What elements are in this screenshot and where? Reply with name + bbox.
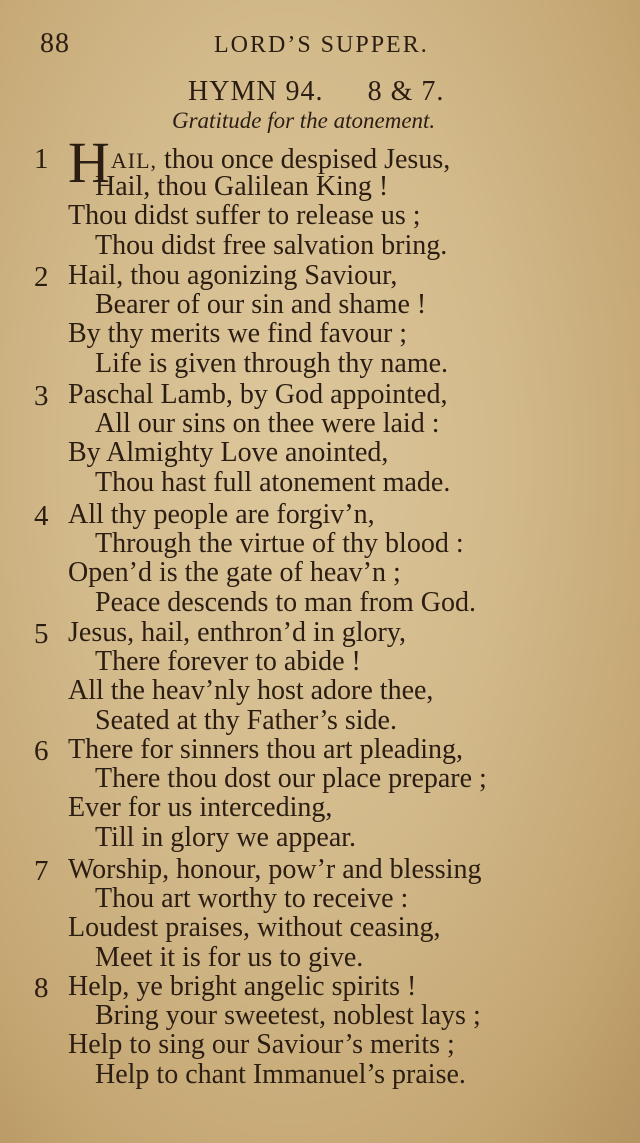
verse-line-first: All thy people are forgiv’n, [68, 499, 375, 530]
verse-line-first: Hail, thou agonizing Saviour, [68, 260, 398, 291]
verse-line-first: Worship, honour, pow’r and blessing [68, 854, 482, 885]
verse-line: Loudest praises, without ceasing, [68, 912, 441, 943]
section-title: LORD’S SUPPER. [214, 32, 429, 58]
verse-line: Thou didst free salvation bring. [95, 230, 448, 261]
verse-line: All our sins on thee were laid : [95, 408, 440, 439]
verse-line: Bring your sweetest, noblest lays ; [95, 1000, 481, 1031]
page-number: 88 [40, 28, 70, 59]
verse-line: Seated at thy Father’s side. [95, 705, 397, 736]
drop-cap: H [68, 130, 110, 195]
verse-line-first: There for sinners thou art pleading, [68, 734, 463, 765]
verse-line: Ever for us interceding, [68, 792, 333, 823]
verse-line: Through the virtue of thy blood : [95, 528, 464, 559]
hymn-subtitle: Gratitude for the atonement. [172, 108, 436, 133]
verse-line: Till in glory we appear. [95, 822, 357, 853]
small-caps-word: AIL, [110, 148, 158, 173]
verse-line: Thou didst suffer to release us ; [68, 200, 421, 231]
verse-line: There forever to abide ! [95, 646, 361, 677]
stanza-number: 4 [34, 500, 49, 532]
verse-line: Peace descends to man from God. [95, 587, 476, 618]
verse-line: There thou dost our place prepare ; [95, 763, 487, 794]
stanza-number: 1 [34, 143, 49, 175]
stanza-number: 3 [34, 380, 49, 412]
verse-line: Meet it is for us to give. [95, 942, 364, 973]
verse-line: Life is given through thy name. [95, 348, 449, 379]
stanza-number: 8 [34, 972, 49, 1004]
verse-line-first: Paschal Lamb, by God appointed, [68, 379, 448, 410]
verse-line: By Almighty Love anointed, [68, 437, 389, 468]
verse-line: Hail, thou Galilean King ! [95, 171, 389, 202]
verse-line: Help to sing our Saviour’s merits ; [68, 1029, 455, 1060]
hymn-heading [188, 76, 444, 108]
verse-line: Bearer of our sin and shame ! [95, 289, 427, 320]
verse-line: Help to chant Immanuel’s praise. [95, 1059, 466, 1090]
verse-line-tail: thou once despised Jesus, [157, 144, 451, 175]
verse-line: By thy merits we find favour ; [68, 318, 408, 349]
verse-line: Thou hast full atonement made. [95, 467, 451, 498]
stanza-number: 5 [34, 618, 49, 650]
hymn-meter: 8 & 7. [367, 76, 445, 107]
stanza-number: 7 [34, 855, 49, 887]
stanza-number: 2 [34, 261, 49, 293]
verse-line-first: Jesus, hail, enthron’d in glory, [68, 617, 407, 648]
verse-line: All the heav’nly host adore thee, [68, 675, 434, 706]
hymn-label: HYMN 94. [188, 76, 324, 107]
verse-line-first: Help, ye bright angelic spirits ! [68, 971, 417, 1002]
stanza-number: 6 [34, 735, 49, 767]
verse-line: Open’d is the gate of heav’n ; [68, 557, 401, 588]
verse-line: Thou art worthy to receive : [95, 883, 409, 914]
running-head [0, 28, 640, 62]
